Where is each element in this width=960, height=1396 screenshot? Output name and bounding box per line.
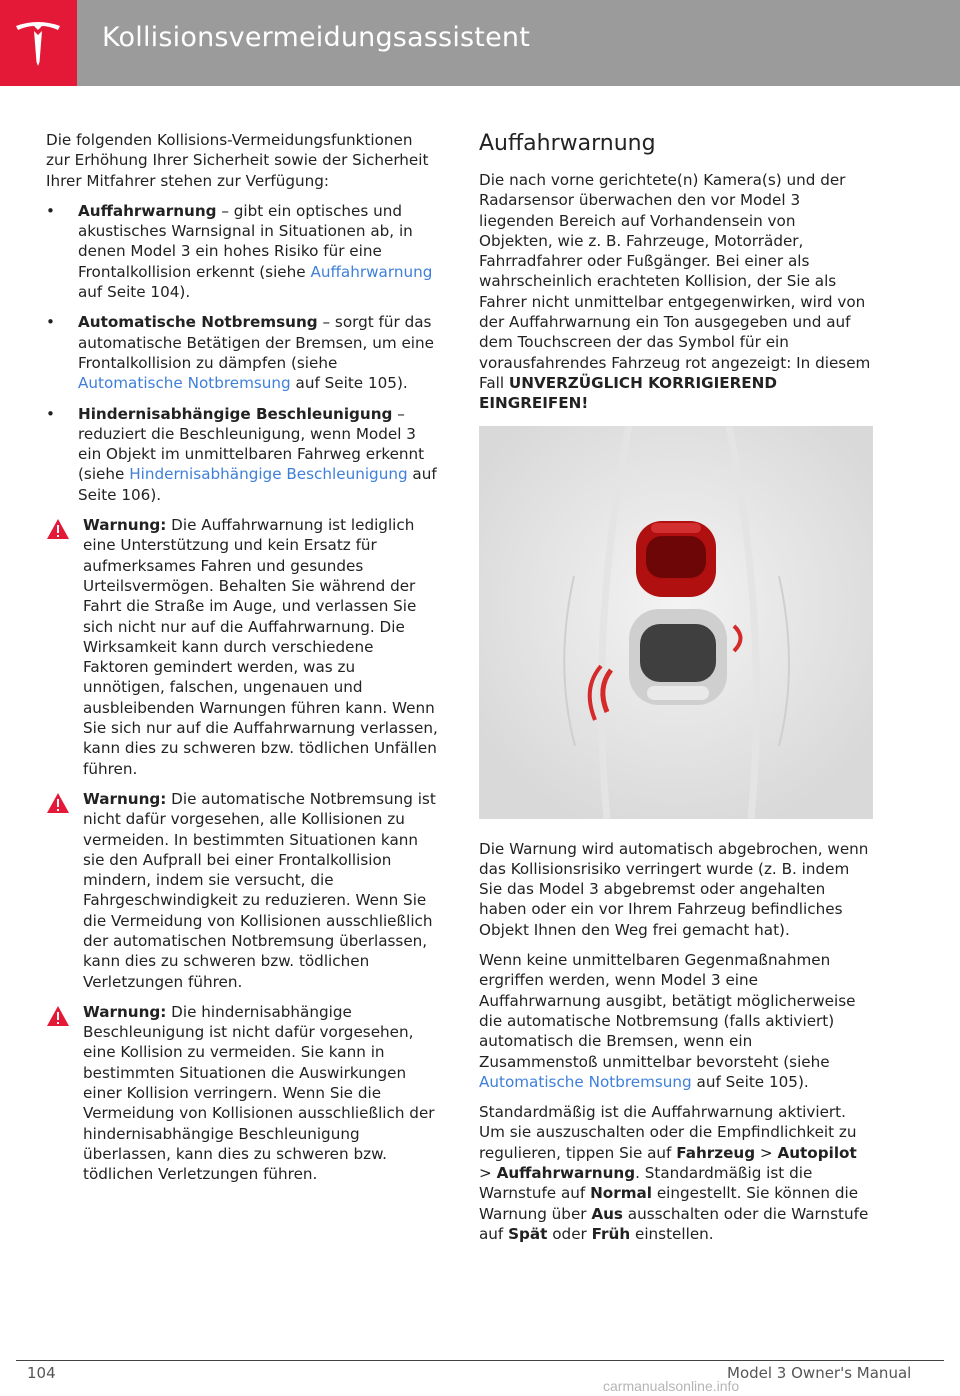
feature-term: Hindernisabhängige Beschleunigung: [78, 404, 393, 423]
emphasis-text: UNVERZÜGLICH KORRIGIEREND EINGREIFEN!: [479, 373, 777, 413]
feature-text: – reduziert die Beschleunigung, wenn Model 3 ein Objekt im unmittelbaren Fahrweg erkennt (siehe: [78, 404, 425, 484]
warning-block: [46, 789, 438, 992]
paragraph: [479, 950, 873, 1092]
warning-triangle-icon: [46, 1005, 70, 1027]
feature-link[interactable]: Automatische Notbremsung: [78, 374, 291, 393]
footer-divider: [16, 1360, 944, 1361]
list-item: [46, 312, 438, 393]
warning-label: Warnung:: [83, 789, 167, 808]
collision-warning-illustration: [479, 426, 873, 819]
feature-text-after: auf Seite 105).: [290, 374, 408, 393]
warning-text: Die hindernisabhängige Beschleunigung ist nicht dafür vorgesehen, eine Kollision zu vermeiden. Sie kann in bestimmten Situationen die Auswirkungen einer Kollision verringern. Wenn Sie die Vermeidung von Kollisionen ausschließlich der hindernisabhängige Beschleunigung überlassen, kann dies zu schweren bzw. tödlichen Verletzungen führen.: [83, 1002, 435, 1184]
list-item: [46, 404, 438, 505]
feature-text: – sorgt für das automatische Betätigen der Bremsen, um eine Frontalkollision zu dämpfen (siehe: [78, 313, 434, 372]
page-number: 104: [27, 1364, 56, 1382]
paragraph-text-after: auf Seite 105).: [691, 1072, 809, 1091]
warning-triangle-icon: [46, 518, 70, 540]
paragraph: Die Warnung wird automatisch abgebrochen, wenn das Kollisionsrisiko verringert wurde (z. B. indem Sie das Model 3 abgebremst oder angehalten haben oder ein vor Ihrem Fahrzeug befindliches Objekt Ihnen den Weg frei gemacht hat).: [479, 839, 869, 939]
feature-list: [46, 201, 438, 505]
paragraph-text: oder: [547, 1224, 592, 1243]
manual-title: Model 3 Owner's Manual: [727, 1364, 912, 1382]
paragraph: [479, 170, 873, 414]
car-illustration: [479, 426, 873, 819]
paragraph-text: Die nach vorne gerichtete(n) Kamera(s) und der Radarsensor überwachen den vor Model 3 liegenden Bereich auf Vorhandensein von Objekten, wie z. B. Fahrzeuge, Motorräder, Fahrradfahrer oder Fußgänger. Bei einer als wahrscheinlich erachteten Kollision, der Sie als Fahrer nicht unmittelbar entgegenwirken, wird von der Auffahrwarnung ein Ton ausgegeben und auf dem Touchscreen der das Symbol für ein vorausfahrendes Fahrzeug rot angezeigt: In diesem Fall: [479, 171, 871, 392]
list-item: [46, 201, 438, 302]
tesla-logo: [0, 0, 77, 86]
menu-path-autopilot: Autopilot: [777, 1143, 857, 1162]
paragraph: [479, 1102, 873, 1244]
feature-link[interactable]: Auffahrwarnung: [310, 262, 433, 281]
warning-text: Die automatische Notbremsung ist nicht dafür vorgesehen, alle Kollisionen zu vermeiden. In bestimmten Situationen kann sie den Aufprall bei einer Frontalkollision mindern, indem sie versucht, die Fahrgeschwindigkeit zu reduzieren. Wenn Sie die Vermeidung von Kollisionen ausschließlich der automatischen Notbremsung überlassen, kann dies zu schweren bzw. tödlichen Verletzungen führen.: [83, 789, 436, 991]
tesla-logo-icon: [12, 18, 64, 70]
menu-path-auffahrwarnung: Auffahrwarnung: [496, 1164, 636, 1183]
warning-label: Warnung:: [83, 516, 167, 535]
bullet-icon: •: [46, 201, 55, 220]
feature-text: – gibt ein optisches und akustisches Warnsignal in Situationen ab, in denen Model 3 ein hohes Risiko für eine Frontalkollision erkennt (siehe: [78, 201, 413, 281]
setting-aus: Aus: [591, 1204, 623, 1223]
page-title: Kollisionsvermeidungsassistent: [102, 22, 530, 53]
notbremsung-link[interactable]: Automatische Notbremsung: [479, 1072, 692, 1091]
paragraph-text: . Standardmäßig ist die Warnstufe auf: [479, 1164, 813, 1203]
setting-spaet: Spät: [508, 1224, 548, 1243]
lead-car-red: [636, 521, 716, 597]
paragraph-text: eingestellt. Sie können die Warnung über: [479, 1184, 859, 1223]
feature-term: Automatische Notbremsung: [78, 313, 318, 332]
watermark: carmanualsonline.info: [603, 1378, 740, 1394]
paragraph-text: einstellen.: [630, 1224, 714, 1243]
left-column: [46, 130, 438, 1195]
warning-block: [46, 515, 438, 779]
bullet-icon: •: [46, 313, 55, 332]
intro-paragraph: Die folgenden Kollisions-Vermeidungsfunktionen zur Erhöhung Ihrer Sicherheit sowie der Sicherheit Ihrer Mitfahrer stehen zur Verfügung:: [46, 131, 429, 190]
feature-text-after: auf Seite 106).: [78, 465, 437, 504]
own-car-white: [629, 609, 727, 705]
right-column: [479, 130, 873, 1254]
paragraph-text: Wenn keine unmittelbaren Gegenmaßnahmen ergriffen werden, wenn Model 3 eine Auffahrwarnung ausgibt, betätigt möglicherweise die automatische Notbremsung (falls aktiviert) automatisch die Bremsen, wenn ein Zusammenstoß unmittelbar bevorsteht (siehe: [479, 951, 856, 1071]
warning-text: Die Auffahrwarnung ist lediglich eine Unterstützung und kein Ersatz für aufmerksames Fahren und gesundes Urteilsvermögen. Behalten Sie während der Fahrt die Straße im Auge, und verlassen Sie sich nicht nur auf die Auffahrwarnung. Die Wirksamkeit kann durch verschiedene Faktoren gemindert werden, was zu unnötigen, falschen, ungenauen und ausbleibenden Warnungen führen kann. Wenn Sie sich nur auf die Auffahrwarnung verlassen, kann dies zu schweren bzw. tödlichen Unfällen führen.: [83, 516, 438, 778]
warning-label: Warnung:: [83, 1002, 167, 1021]
paragraph-text: ausschalten oder die Warnstufe auf: [479, 1204, 869, 1243]
setting-frueh: Früh: [591, 1224, 631, 1243]
menu-path-fahrzeug: Fahrzeug: [676, 1143, 756, 1162]
paragraph-text: Standardmäßig ist die Auffahrwarnung aktiviert. Um sie auszuschalten oder die Empfindlichkeit zu regulieren, tippen Sie auf: [479, 1103, 857, 1162]
warning-block: [46, 1002, 438, 1185]
setting-normal: Normal: [590, 1184, 652, 1203]
warning-triangle-icon: [46, 792, 70, 814]
page-header: [0, 0, 960, 86]
menu-path-separator: >: [755, 1143, 778, 1162]
feature-link[interactable]: Hindernisabhängige Beschleunigung: [129, 465, 408, 484]
feature-text-after: auf Seite 104).: [78, 283, 191, 302]
feature-term: Auffahrwarnung: [78, 201, 217, 220]
section-heading: Auffahrwarnung: [479, 131, 656, 156]
menu-path-separator: >: [479, 1164, 497, 1183]
bullet-icon: •: [46, 404, 55, 423]
